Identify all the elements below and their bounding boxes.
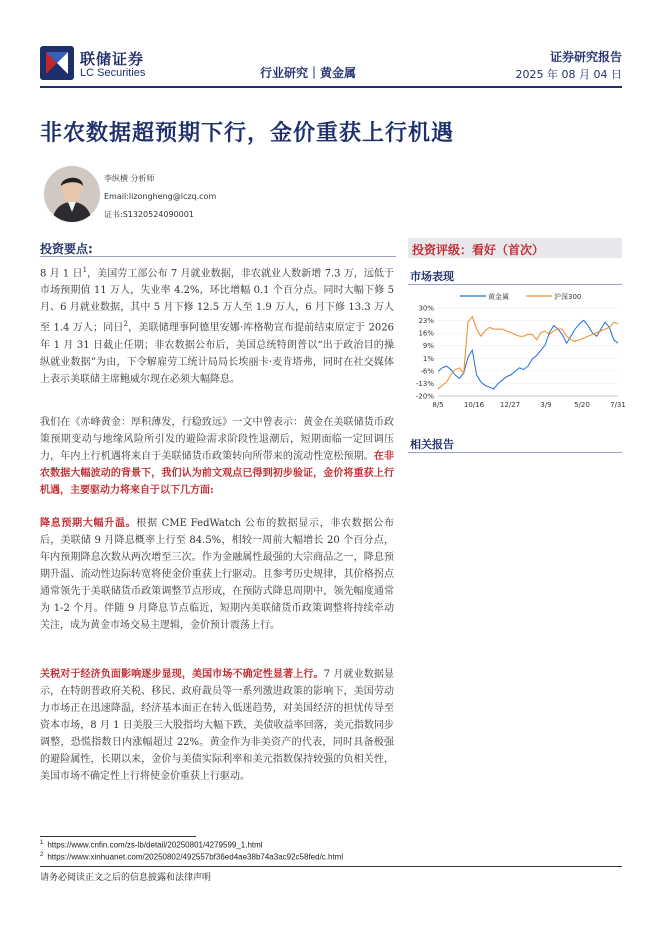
analyst-license: 证书:S1320524090001 [104, 210, 194, 219]
related-divider [408, 452, 622, 453]
disclaimer-footer: 请务必阅读正文之后的信息披露和法律声明 [40, 873, 212, 883]
x-axis [432, 396, 626, 409]
paragraph-2: 我们在《赤峰黄金：厚积薄发，行稳致远》一文中曾表示：黄金在美联储货币政策预期变动与地缘风险所引发的避险需求阶段性退潮后，短期面临一定回调压力，年内上行机遇将来自于美联储货币政策转向所带来的流动性宽松预期。在非农数据大幅波动的背景下，我们认为前文观点已得到初步验证，金价将重获上行机遇，主要驱动力将来自于以下几方面: [40, 417, 395, 496]
related-reports-heading: 相关报告 [410, 438, 454, 451]
person-photo-icon [44, 166, 100, 222]
market-divider [408, 284, 622, 285]
footnote-link-1[interactable]: https://www.cnfin.com/zs-lb/detail/20250801/4279599_1.html [47, 840, 263, 850]
y-tick-label: 9% [422, 342, 434, 351]
market-performance-heading: 市场表现 [410, 270, 454, 283]
footnote-ref-2[interactable]: 2 [123, 320, 129, 329]
paragraph-3: 降息预期大幅升温。根据 CME FedWatch 公布的数据显示，非农数据公布后，美联储 9 月降息概率上行至 84.5%，相较一周前大幅增长 20 个百分点，年内预期降息次数从两次增至三次。作为金融属性最强的大宗商品之一，降息预期升温、流动性边际转宽将使金价重获上行驱动。且参考历史规律，其价格拐点通常领先于美联储货币政策调整节点形成，在预防式降息周期中，领先幅度通常为 1-2 个月。伴随 9 月降息节点临近，短期内美联储货币政策调整将持续牵动关注，成为黄金市场交易主逻辑，金价预计震荡上行。 [40, 518, 394, 631]
logo-name-cn: 联储证券 [80, 50, 145, 68]
x-tick-label: 7/31 [610, 401, 626, 409]
logo-mark-icon [40, 46, 74, 80]
x-tick-label: 10/16 [463, 401, 485, 409]
footnote-2: $^2$ https://www.xinhuanet.com/20250802/492557bf36ed4ae38b74a3ac92c58fed/c.html [40, 852, 344, 862]
header-divider [40, 86, 622, 88]
investment-highlights-heading: 投资要点: [40, 242, 93, 256]
x-tick-label: 3/9 [540, 401, 552, 409]
analyst-avatar [44, 166, 100, 222]
section-divider [40, 256, 396, 257]
analyst-email[interactable]: Email:lizongheng@lczq.com [104, 192, 217, 201]
y-tick-label: -13% [415, 379, 434, 388]
logo-name-en: LC Securities [80, 67, 146, 79]
company-logo [40, 46, 160, 82]
y-tick-label: -6% [420, 367, 434, 376]
footnote-1: $^1$ https://www.cnfin.com/zs-lb/detail/20250801/4279599_1.html [40, 840, 263, 850]
investment-rating: 投资评级：看好（首次） [412, 243, 545, 257]
y-tick-label: 30% [418, 304, 434, 313]
legend-label-csi300: 沪深300 [554, 293, 582, 301]
paragraph-1: 8 月 1 日$^1$，美国劳工部公布 7 月就业数据，非农就业人数新增 7.3 万，远低于市场预期值 11 万人，失业率 4.2%，环比增幅 0.1 个百分点。同时大幅下修 5 月、6 月就业数据，其中 5 月下修 12.5 万人至 1.9 万人，6 月下修 13.3 万人至 1.4 万人；同日$^2$，美联储理事阿德里安娜·库格勒宣布提前结束原定于 2026 年 1 月 31 日截止任期；非农数据公布后，美国总统特朗普以“出于政治目的操纵就业数据”为由，下令解雇劳工统计局局长埃丽卡·麦肯塔弗，同时在社交媒体上表示美联储主席鲍威尔现在必须大幅降息。 [40, 266, 394, 385]
x-tick-label: 12/27 [499, 401, 521, 409]
footer-divider [40, 866, 622, 867]
report-date: 2025 年 08 月 04 日 [515, 68, 622, 81]
driver-2-heading: 关税对于经济负面影响逐步显现，美国市场不确定性显著上行。 [40, 669, 324, 680]
analyst-name: 李纵横 分析师 [104, 174, 155, 183]
key-view-highlight: 在非农数据大幅波动的背景下，我们认为前文观点已得到初步验证，金价将重获上行机遇，主要驱动力将来自于以下几方面: [40, 451, 395, 496]
y-axis [416, 305, 618, 401]
analyst-info [104, 170, 216, 224]
market-performance-chart [408, 286, 626, 416]
legend-label-gold: 黄金属 [488, 293, 509, 301]
paragraph-4: 关税对于经济负面影响逐步显现，美国市场不确定性显著上行。7 月就业数据显示，在特朗普政府关税、移民、政府裁员等一系列激进政策的影响下，美国劳动力市场正在迅速降温，经济基本面正在转入低迷趋势，对美国经济的担忧传导至资本市场，8 月 1 日美股三大股指均大幅下跌，美债收益率回落，美元指数同步调整，恐慌指数日内涨幅超过 22%。黄金作为非美资产的代表，同时具备极强的避险属性，长期以来，金价与美债实际利率和美元指数保持较强的负相关性，美国市场不确定性上行将使金价重获上行驱动。 [40, 669, 394, 782]
y-tick-label: -20% [415, 392, 434, 401]
footnote-ref-1[interactable]: 1 [82, 266, 88, 274]
footnote-divider [40, 836, 196, 837]
x-tick-label: 8/5 [432, 401, 444, 409]
report-type: 证券研究报告 [549, 50, 622, 64]
report-category: 行业研究｜黄金属 [260, 66, 357, 80]
x-tick-label: 5/20 [574, 401, 590, 409]
series-lines [438, 317, 618, 389]
y-tick-label: 1% [422, 354, 434, 363]
y-tick-label: 16% [418, 329, 434, 338]
series-line-csi300 [438, 317, 618, 389]
page-title: 非农数据超预期下行，金价重获上行机遇 [40, 120, 455, 146]
chart-legend [460, 292, 581, 301]
y-tick-label: 23% [418, 317, 434, 326]
driver-1-heading: 降息预期大幅升温。 [40, 518, 137, 529]
footnote-link-2[interactable]: https://www.xinhuanet.com/20250802/492557bf36ed4ae38b74a3ac92c58fed/c.html [47, 852, 344, 862]
